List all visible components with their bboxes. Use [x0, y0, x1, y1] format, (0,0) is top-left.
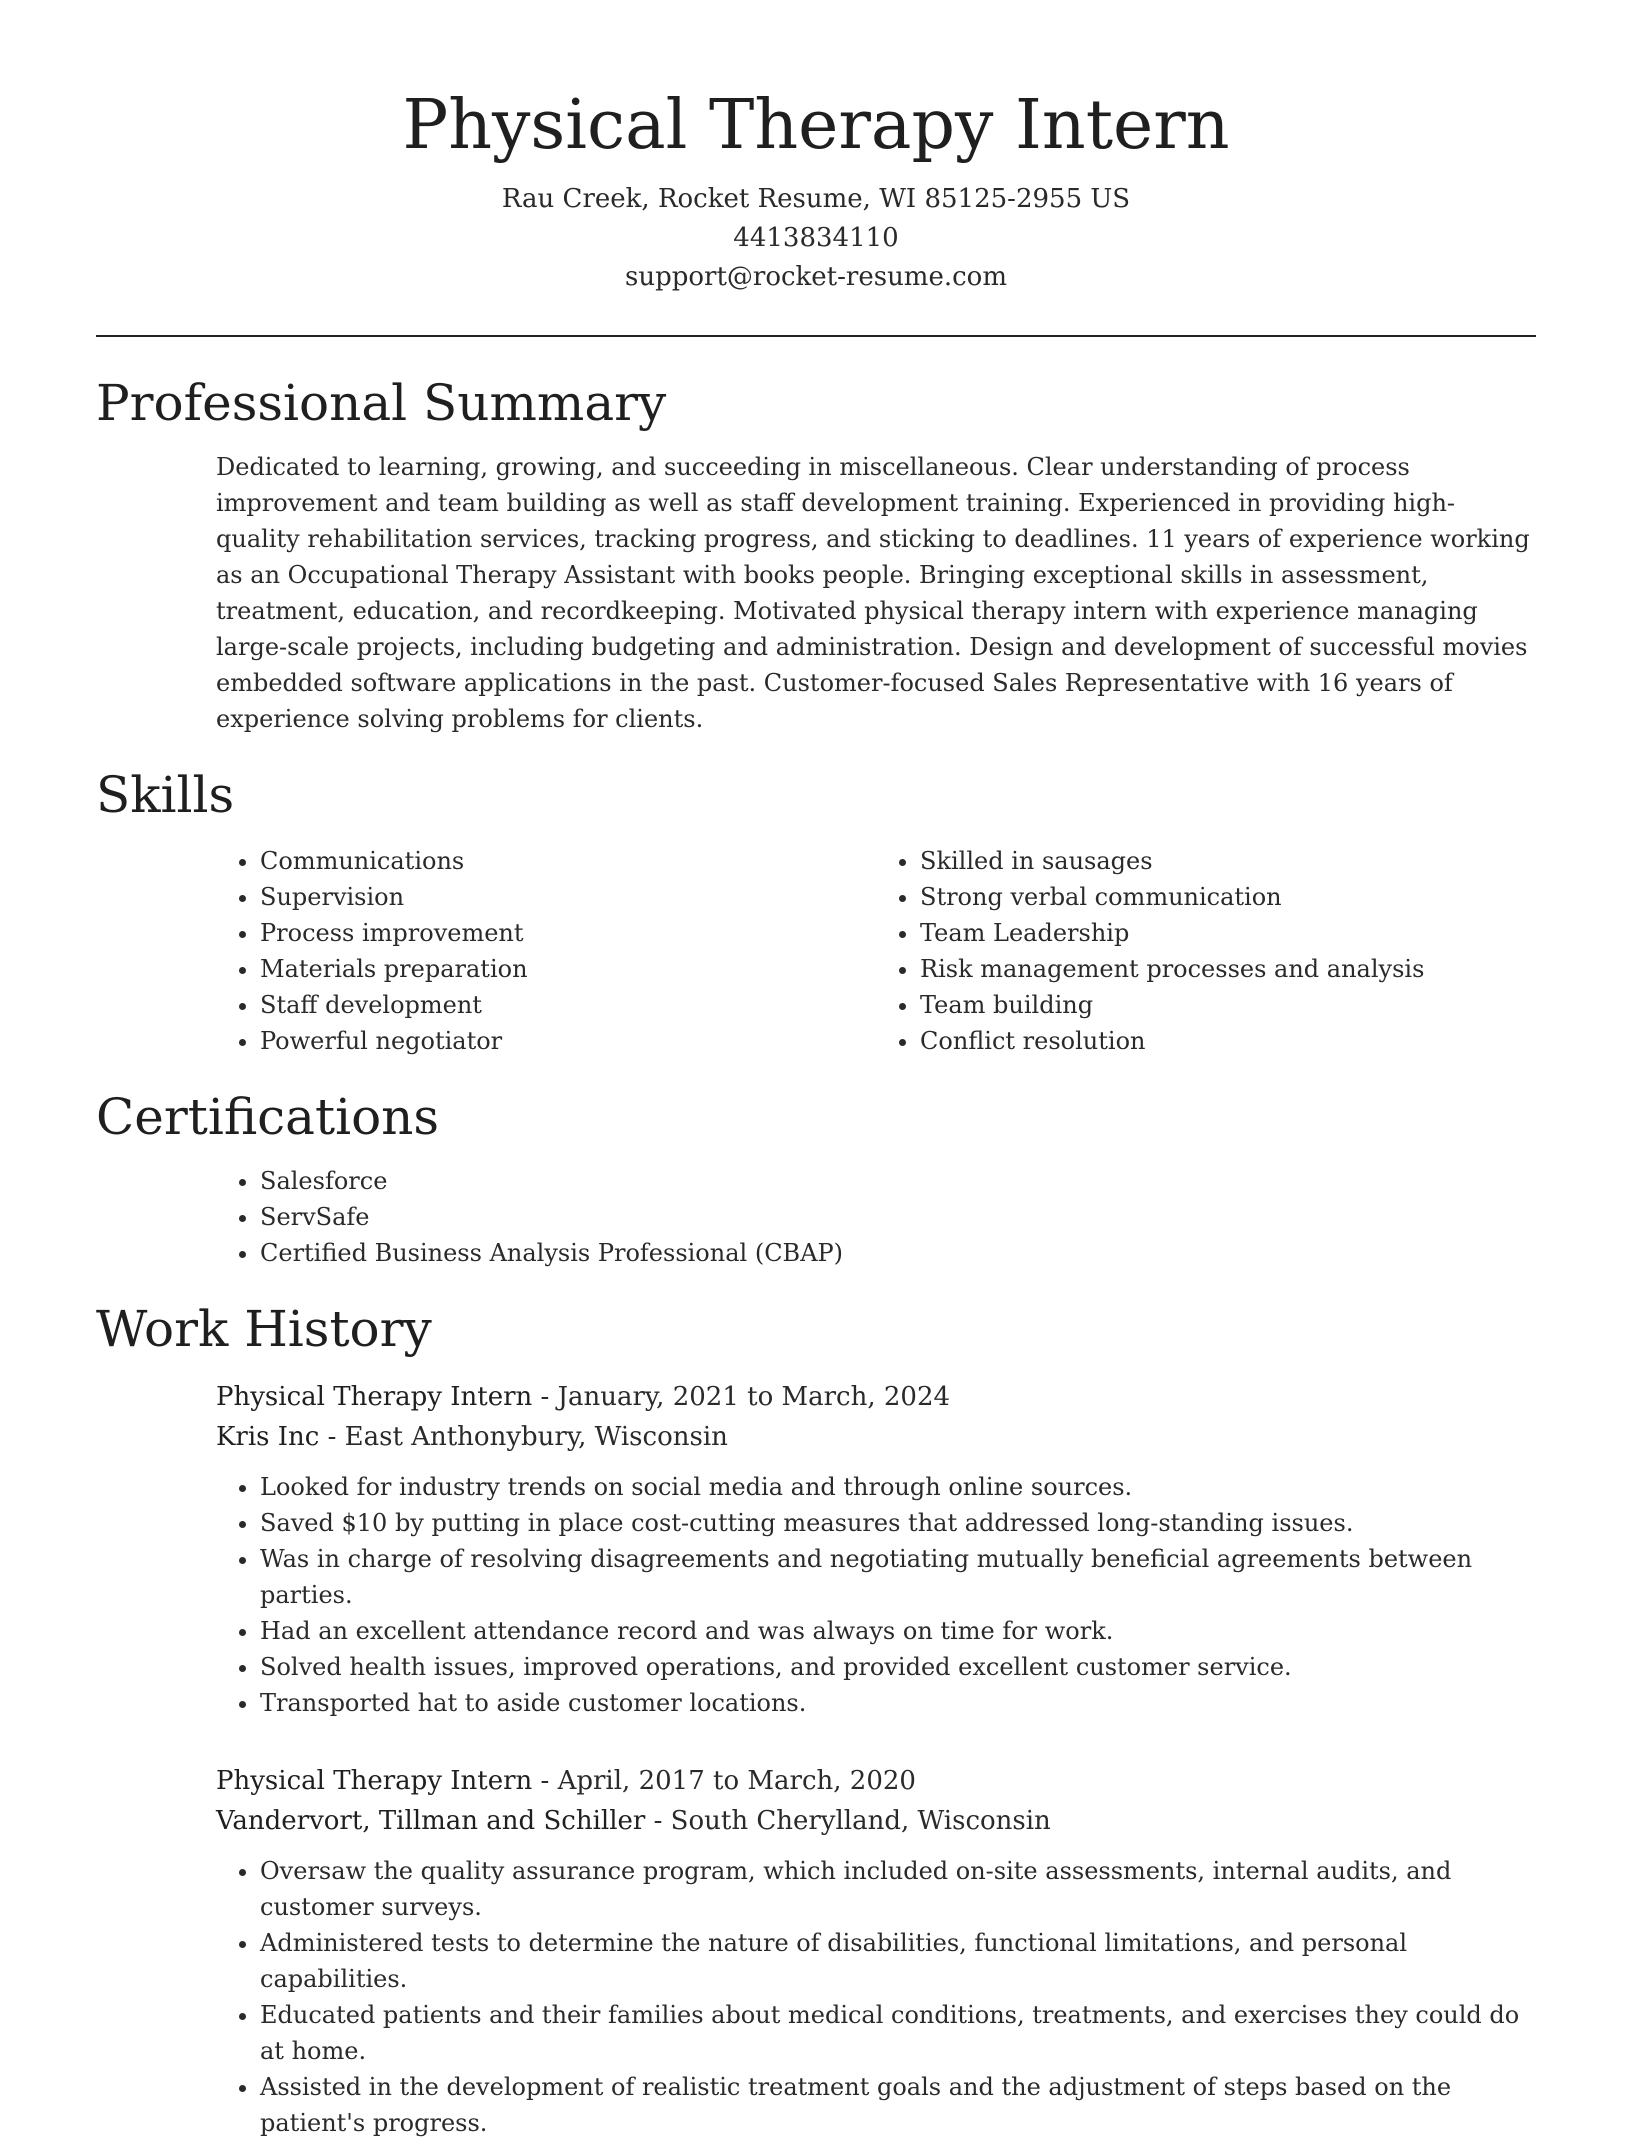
- skills-list-left: [216, 843, 876, 1059]
- job-entry: [216, 1761, 1536, 2141]
- job-dates: - January, 2021 to March, 2024: [532, 1382, 951, 1412]
- skills-columns: [216, 843, 1536, 1059]
- skills-column-left: [216, 843, 876, 1059]
- certification-item: • Certified Business Analysis Professional (CBAP): [260, 1235, 1536, 1271]
- skill-item: • Staff development: [260, 987, 876, 1023]
- job-company-line: [216, 1801, 1536, 1841]
- skill-item: • Strong verbal communication: [920, 879, 1536, 915]
- job-bullet: • Had an excellent attendance record and was always on time for work.: [260, 1613, 1536, 1649]
- job-bullet: • Looked for industry trends on social media and through online sources.: [260, 1469, 1536, 1505]
- work-history-section: [96, 1297, 1536, 2141]
- skill-item: • Powerful negotiator: [260, 1023, 876, 1059]
- job-bullet-list: [216, 1469, 1536, 1721]
- certification-item: • Salesforce: [260, 1163, 1536, 1199]
- header-divider: [96, 335, 1536, 337]
- skills-section: [96, 763, 1536, 1059]
- skills-heading: Skills: [96, 766, 235, 824]
- work-history-heading: Work History: [96, 1300, 432, 1358]
- certification-item: • ServSafe: [260, 1199, 1536, 1235]
- skills-list-right: [876, 843, 1536, 1059]
- summary-section: [96, 371, 1536, 737]
- certifications-heading: Certifications: [96, 1088, 440, 1146]
- job-bullet: • Saved $10 by putting in place cost-cutting measures that addressed long-standing issues.: [260, 1505, 1536, 1541]
- job-title-line: [216, 1377, 1536, 1417]
- skill-item: • Risk management processes and analysis: [920, 951, 1536, 987]
- job-location: - South Cherylland, Wisconsin: [645, 1806, 1051, 1836]
- certifications-list: [216, 1163, 1536, 1271]
- phone: 4413834110: [733, 223, 899, 253]
- job-role: Physical Therapy Intern: [216, 1382, 533, 1412]
- address: Rau Creek, Rocket Resume, WI 85125-2955 US: [501, 184, 1131, 214]
- certifications-section: [96, 1085, 1536, 1271]
- contact-info: [96, 180, 1536, 297]
- job-bullet: • Solved health issues, improved operations, and provided excellent customer service.: [260, 1649, 1536, 1685]
- job-dates: - April, 2017 to March, 2020: [532, 1766, 916, 1796]
- job-bullet-list: [216, 1853, 1536, 2141]
- job-location: - East Anthonybury, Wisconsin: [319, 1422, 728, 1452]
- summary-heading: Professional Summary: [96, 374, 667, 432]
- certifications-list-wrap: [216, 1163, 1536, 1271]
- job-bullets: [216, 1469, 1536, 1721]
- job-bullet: • Assisted in the development of realistic treatment goals and the adjustment of steps based on the patient's progress.: [260, 2069, 1536, 2141]
- skill-item: • Communications: [260, 843, 876, 879]
- skill-item: • Skilled in sausages: [920, 843, 1536, 879]
- job-company: Kris Inc: [216, 1422, 320, 1452]
- job-company-line: [216, 1417, 1536, 1457]
- skill-item: • Conflict resolution: [920, 1023, 1536, 1059]
- resume-header: [96, 0, 1536, 297]
- skill-item: • Materials preparation: [260, 951, 876, 987]
- job-role: Physical Therapy Intern: [216, 1766, 533, 1796]
- skill-item: • Process improvement: [260, 915, 876, 951]
- job-bullet: • Educated patients and their families about medical conditions, treatments, and exercises they could do at home.: [260, 1997, 1536, 2069]
- job-bullet: • Transported hat to aside customer locations.: [260, 1685, 1536, 1721]
- skills-column-right: [876, 843, 1536, 1059]
- skill-item: • Team Leadership: [920, 915, 1536, 951]
- job-entry: [216, 1377, 1536, 1721]
- job-bullets: [216, 1853, 1536, 2141]
- job-bullet: • Oversaw the quality assurance program, which included on-site assessments, internal audits, and customer surveys.: [260, 1853, 1536, 1925]
- job-title-line: [216, 1761, 1536, 1801]
- skill-item: • Supervision: [260, 879, 876, 915]
- job-company: Vandervort, Tillman and Schiller: [216, 1806, 646, 1836]
- email: support@rocket-resume.com: [624, 262, 1007, 292]
- job-bullet: • Administered tests to determine the nature of disabilities, functional limitations, and personal capabilities.: [260, 1925, 1536, 1997]
- skill-item: • Team building: [920, 987, 1536, 1023]
- summary-text: Dedicated to learning, growing, and succeeding in miscellaneous. Clear understanding of process improvement and team building as well as staff development training. Experienced in providing high-quality rehabilitation services, tracking progress, and sticking to deadlines. 11 years of experience working as an Occupational Therapy Assistant with books people. Bringing exceptional skills in assessment, treatment, education, and recordkeeping. Motivated physical therapy intern with experience managing large-scale projects, including budgeting and administration. Design and development of successful movies embedded software applications in the past. Customer-focused Sales Representative with 16 years of experience solving problems for clients.: [216, 453, 1530, 733]
- candidate-name: Physical Therapy Intern: [402, 86, 1230, 165]
- job-bullet: • Was in charge of resolving disagreements and negotiating mutually beneficial agreements between parties.: [260, 1541, 1536, 1613]
